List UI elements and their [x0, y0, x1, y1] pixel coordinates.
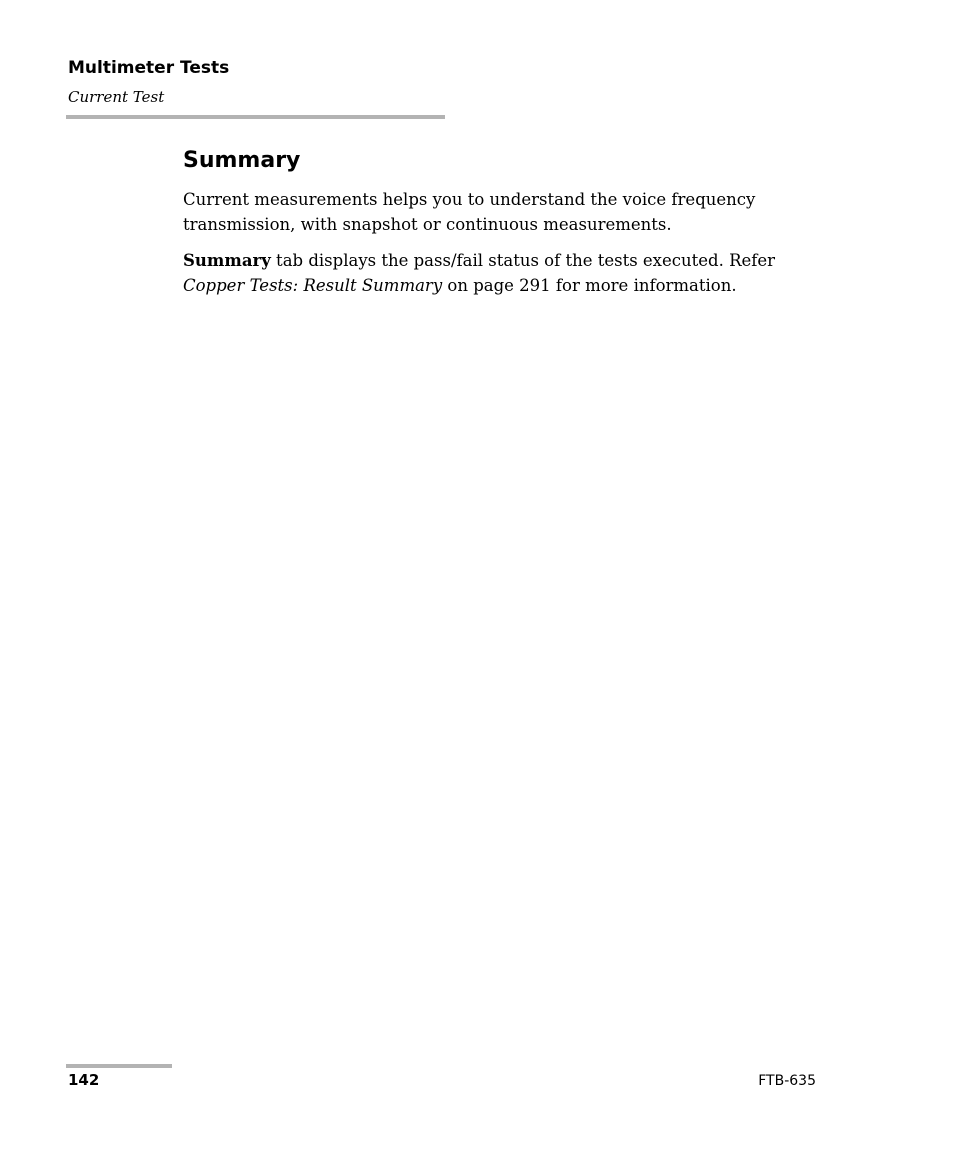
summary-text-1: tab displays the pass/fail status of the tests executed. Refer — [270, 251, 776, 270]
page-title: Summary — [183, 148, 301, 173]
section-title: Current Test — [68, 88, 165, 106]
header-divider — [66, 115, 445, 119]
summary-paragraph — [183, 249, 803, 298]
footer-divider — [66, 1064, 172, 1068]
page-number: 142 — [68, 1071, 100, 1089]
intro-paragraph: Current measurements helps you to understand the voice frequency transmission, with snapshot or continuous measurements. — [183, 190, 756, 234]
summary-text-2: on page 291 for more information. — [442, 275, 737, 295]
chapter-title: Multimeter Tests — [68, 58, 230, 78]
summary-term: Summary — [183, 251, 271, 270]
product-name: FTB-635 — [758, 1073, 816, 1089]
cross-reference-link[interactable]: Copper Tests: Result Summary — [183, 275, 443, 295]
